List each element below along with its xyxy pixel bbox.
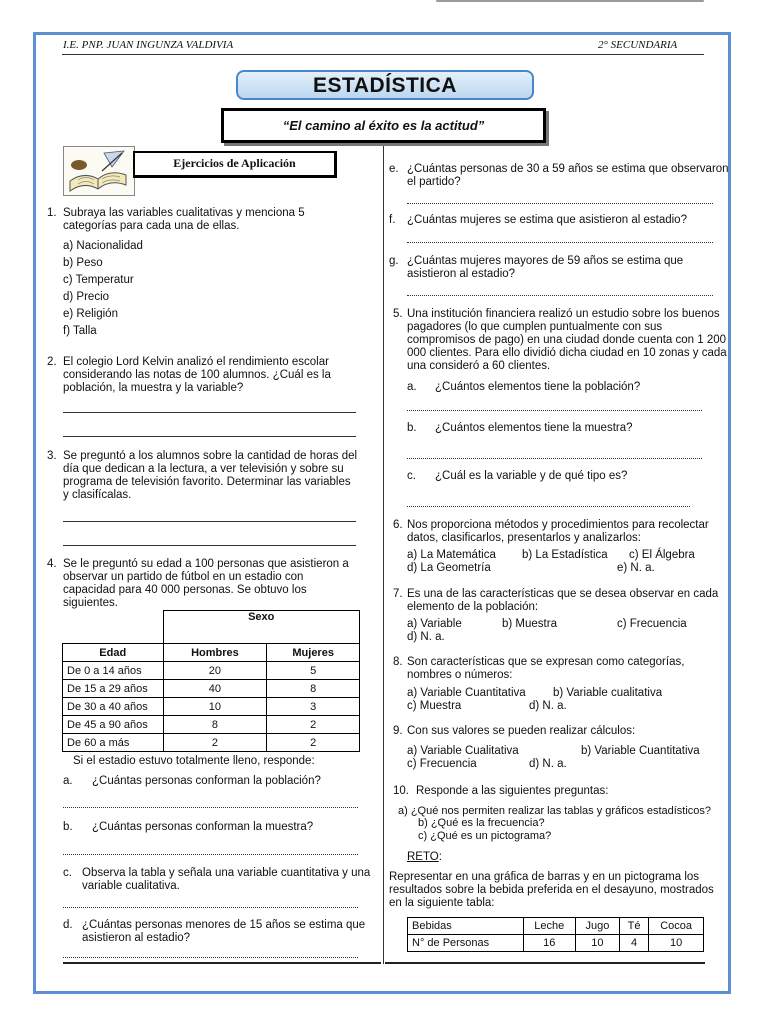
- q9-option: d) N. a.: [529, 758, 567, 770]
- q1-option: d) Precio: [63, 291, 110, 303]
- q5a-label: a.: [407, 381, 417, 393]
- school-name: I.E. PNP. JUAN INGUNZA VALDIVIA: [63, 39, 234, 51]
- q6-option: c) El Álgebra: [629, 549, 695, 561]
- q1-number: 1.: [47, 207, 57, 219]
- table-row: [63, 698, 360, 716]
- q4-number: 4.: [47, 558, 57, 570]
- table-header: Edad: [63, 644, 164, 662]
- q4c-text: Observa la tabla y señala una variable cuantitativa y una variable cualitativa.: [82, 867, 371, 892]
- bottom-rule: [63, 962, 381, 964]
- quote-banner: “El camino al éxito es la actitud”: [221, 108, 546, 143]
- qg-text: ¿Cuántas mujeres mayores de 59 años se estima que asistieron al estadio?: [407, 255, 684, 280]
- table-cell: 8: [267, 680, 360, 698]
- drinks-header: Jugo: [575, 918, 619, 935]
- answer-line: [63, 521, 356, 522]
- qe-label: e.: [389, 163, 399, 175]
- drinks-header: Leche: [523, 918, 575, 935]
- q5c-text: ¿Cuál es la variable y de qué tipo es?: [435, 470, 628, 482]
- table-group-header: Sexo: [163, 611, 360, 644]
- q3-text: Se preguntó a los alumnos sobre la cantidad de horas del día que dedican a la lectura, a ver televisión y sobre su programa de televisión favorito. Determinar las variables y clasifícalas.: [63, 450, 358, 501]
- q1-text: Subraya las variables cualitativas y menciona 5 categorías para cada una de ellas.: [63, 207, 305, 232]
- answer-line: [63, 545, 356, 546]
- book-illustration: [63, 146, 135, 196]
- q5c-label: c.: [407, 470, 416, 482]
- answer-line: [63, 436, 356, 437]
- q7-number: 7.: [393, 588, 403, 600]
- bottom-rule: [385, 962, 705, 964]
- q9-option: c) Frecuencia: [407, 758, 477, 770]
- q5-number: 5.: [393, 308, 403, 320]
- q8-text: Son características que se expresan como categorías, nombres o números:: [407, 656, 685, 681]
- table-row: [63, 680, 360, 698]
- q4d-label: d.: [63, 919, 73, 931]
- q8-option: a) Variable Cuantitativa: [407, 687, 526, 699]
- table-cell: De 45 a 90 años: [63, 716, 164, 734]
- q4b-text: ¿Cuántas personas conforman la muestra?: [92, 821, 314, 833]
- q5b-text: ¿Cuántos elementos tiene la muestra?: [435, 422, 633, 434]
- drinks-header: Té: [619, 918, 648, 935]
- grade-label: 2° SECUNDARIA: [598, 39, 678, 51]
- top-scroll-bar: [436, 0, 704, 2]
- header-rule: [62, 54, 704, 55]
- q8-option: b) Variable cualitativa: [553, 687, 663, 699]
- q10b-text: b) ¿Qué es la frecuencia?: [418, 817, 545, 829]
- answer-line: [407, 295, 713, 296]
- q6-option: b) La Estadística: [522, 549, 608, 561]
- column-divider: [383, 146, 384, 964]
- q1-option: b) Peso: [63, 257, 103, 269]
- drinks-cell: 10: [575, 935, 619, 952]
- q7-option: a) Variable: [407, 618, 462, 630]
- q5a-text: ¿Cuántos elementos tiene la población?: [435, 381, 641, 393]
- answer-line: [63, 907, 358, 908]
- q6-option: d) La Geometría: [407, 562, 491, 574]
- answer-line: [407, 410, 702, 411]
- table-cell: 40: [163, 680, 267, 698]
- answer-line: [407, 506, 690, 507]
- table-row: [63, 734, 360, 752]
- q5b-label: b.: [407, 422, 417, 434]
- q4-note: Si el estadio estuvo totalmente lleno, responde:: [73, 755, 315, 767]
- age-sex-table: [62, 610, 360, 752]
- q8-option: d) N. a.: [529, 700, 567, 712]
- q9-option: a) Variable Cualitativa: [407, 745, 519, 757]
- q3-number: 3.: [47, 450, 57, 462]
- q7-text: Es una de las características que se desea observar en cada elemento de la población:: [407, 588, 719, 613]
- q8-number: 8.: [393, 656, 403, 668]
- drinks-cell: 10: [649, 935, 704, 952]
- table-cell: De 0 a 14 años: [63, 662, 164, 680]
- qf-text: ¿Cuántas mujeres se estima que asistieron al estadio?: [407, 214, 687, 226]
- drinks-table: [407, 917, 704, 952]
- q9-text: Con sus valores se pueden realizar cálculos:: [407, 725, 636, 737]
- q6-option: e) N. a.: [617, 562, 655, 574]
- qg-label: g.: [389, 255, 399, 267]
- q7-option: b) Muestra: [502, 618, 557, 630]
- q1-option: e) Religión: [63, 308, 118, 320]
- q10c-text: c) ¿Qué es un pictograma?: [418, 830, 552, 842]
- drinks-cell: N° de Personas: [408, 935, 524, 952]
- book-quill-icon: [64, 147, 134, 195]
- q5-text: Una institución financiera realizó un estudio sobre los buenos pagadores (lo que cumplen puntualmente con sus compromisos de pago) en una ciudad donde cuenta con 1 200 000 clientes. Para ello dividió dicha ciudad en 10 zonas y cada una consideró a 60 clientes.: [407, 308, 727, 372]
- answer-line: [63, 807, 358, 808]
- answer-line: [407, 203, 713, 204]
- table-row: [63, 662, 360, 680]
- table-row: [63, 716, 360, 734]
- answer-line: [63, 854, 358, 855]
- q4a-text: ¿Cuántas personas conforman la población?: [92, 775, 321, 787]
- q6-number: 6.: [393, 519, 403, 531]
- reto-colon: :: [438, 851, 442, 863]
- q1-option: f) Talla: [63, 325, 97, 337]
- q6-text: Nos proporciona métodos y procedimientos para recolectar datos, clasificarlos, presentarlos y analizarlos:: [407, 519, 709, 544]
- table-row: [408, 935, 704, 952]
- q2-text: El colegio Lord Kelvin analizó el rendimiento escolar considerando las notas de 100 alumnos. ¿Cuál es la población, la muestra y la variable?: [63, 356, 331, 394]
- page-title: ESTADÍSTICA: [236, 70, 534, 100]
- drinks-header: Cocoa: [649, 918, 704, 935]
- table-cell: De 15 a 29 años: [63, 680, 164, 698]
- table-blank-cell: [63, 611, 164, 644]
- reto-text: Representar en una gráfica de barras y en un pictograma los resultados sobre la bebida preferida en el desayuno, mostrados en la siguiente tabla:: [389, 871, 714, 909]
- reto-label: RETO: [407, 851, 439, 863]
- q10-number: 10.: [393, 785, 409, 797]
- table-cell: 8: [163, 716, 267, 734]
- q2-number: 2.: [47, 356, 57, 368]
- table-cell: 2: [267, 716, 360, 734]
- q4b-label: b.: [63, 821, 73, 833]
- answer-line: [63, 957, 358, 958]
- answer-line: [407, 242, 713, 243]
- table-cell: 2: [267, 734, 360, 752]
- table-cell: 2: [163, 734, 267, 752]
- answer-line: [407, 458, 702, 459]
- q9-option: b) Variable Cuantitativa: [581, 745, 700, 757]
- table-header: Hombres: [163, 644, 267, 662]
- drinks-cell: 4: [619, 935, 648, 952]
- q4-text: Se le preguntó su edad a 100 personas que asistieron a observar un partido de fútbol en un estadio con capacidad para 40 000 personas. Se obtuvo los siguientes.: [63, 558, 349, 609]
- q7-option: c) Frecuencia: [617, 618, 687, 630]
- qe-text: ¿Cuántas personas de 30 a 59 años se estima que observaron el partido?: [407, 163, 729, 188]
- table-cell: 20: [163, 662, 267, 680]
- table-cell: 10: [163, 698, 267, 716]
- table-cell: 3: [267, 698, 360, 716]
- drinks-cell: 16: [523, 935, 575, 952]
- q7-option: d) N. a.: [407, 631, 445, 643]
- q4d-text: ¿Cuántas personas menores de 15 años se estima que asistieron al estadio?: [82, 919, 366, 944]
- q4c-label: c.: [63, 867, 72, 879]
- qf-label: f.: [389, 214, 396, 226]
- table-cell: De 60 a más: [63, 734, 164, 752]
- table-cell: 5: [267, 662, 360, 680]
- reto-heading: [407, 851, 442, 864]
- table-header: Mujeres: [267, 644, 360, 662]
- q10-text: Responde a las siguientes preguntas:: [416, 785, 609, 797]
- q10a-text: a) ¿Qué nos permiten realizar las tablas y gráficos estadísticos?: [398, 805, 712, 817]
- q8-option: c) Muestra: [407, 700, 462, 712]
- drinks-header: Bebidas: [408, 918, 524, 935]
- answer-line: [63, 412, 356, 413]
- q9-number: 9.: [393, 725, 403, 737]
- q1-option: c) Temperatur: [63, 274, 134, 286]
- q1-option: a) Nacionalidad: [63, 240, 143, 252]
- q6-option: a) La Matemática: [407, 549, 496, 561]
- q4a-label: a.: [63, 775, 73, 787]
- exercises-heading: Ejercicios de Aplicación: [133, 151, 337, 178]
- table-cell: De 30 a 40 años: [63, 698, 164, 716]
